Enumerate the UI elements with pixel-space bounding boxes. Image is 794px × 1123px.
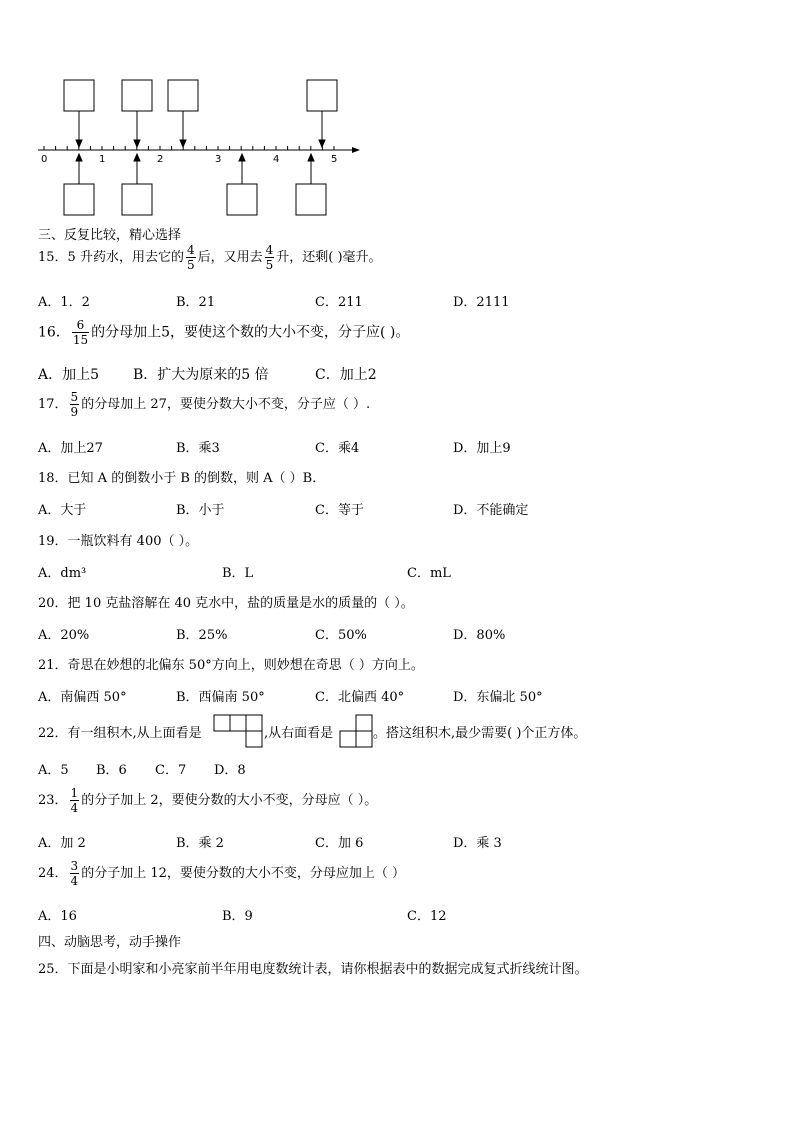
option-c[interactable]: C．12 xyxy=(407,909,447,924)
option-a[interactable]: A．16 xyxy=(38,909,77,924)
question-text: 已知 A 的倒数小于 B 的倒数，则 A（ ）B． xyxy=(67,471,326,486)
question-text: 升，还剩( )毫升。 xyxy=(276,250,382,265)
option-d[interactable]: D．2111 xyxy=(453,295,510,310)
question-text: ,从右面看是 xyxy=(264,726,334,741)
question-number: 17． xyxy=(38,397,68,412)
question-number: 18． xyxy=(38,471,68,486)
fraction xyxy=(265,243,275,272)
option-c[interactable]: C．等于 xyxy=(315,503,364,518)
number-line-figure xyxy=(30,70,370,220)
question-number: 25． xyxy=(38,962,68,977)
numerator: 1 xyxy=(70,786,79,800)
question-25 xyxy=(38,958,588,977)
option-c[interactable]: C．加上2 xyxy=(315,367,377,383)
option-a[interactable]: A．加上27 xyxy=(38,441,103,456)
answer-box-top-4 xyxy=(307,80,337,111)
question-15 xyxy=(38,243,382,272)
option-a[interactable]: A．5 xyxy=(38,763,69,778)
answer-box-bottom-4 xyxy=(296,184,326,215)
denominator: 9 xyxy=(70,405,79,419)
section-4-title: 四、动脑思考，动手操作 xyxy=(38,935,182,950)
fraction xyxy=(70,390,80,419)
numerator: 6 xyxy=(72,318,89,333)
question-text: 把 10 克盐溶解在 40 克水中，盐的质量是水的质量的（ ）。 xyxy=(67,596,414,611)
option-d[interactable]: D．80% xyxy=(453,628,506,643)
option-c[interactable]: C．乘4 xyxy=(315,441,360,456)
question-20 xyxy=(38,592,414,611)
right-view-figure xyxy=(339,714,373,748)
numerator: 4 xyxy=(186,243,195,257)
question-text: 。搭这组积木,最少需要( )个正方体。 xyxy=(373,726,587,741)
answer-box-top-2 xyxy=(122,80,152,111)
question-text: 的分子加上 2，要使分数的大小不变，分母应（ ）。 xyxy=(81,793,378,808)
option-b[interactable]: B．乘 2 xyxy=(176,836,224,851)
tick-label: 0 xyxy=(41,154,48,165)
question-22 xyxy=(38,722,202,741)
option-a[interactable]: A．1．2 xyxy=(38,295,90,310)
tick-label: 5 xyxy=(331,154,338,165)
question-21 xyxy=(38,654,424,673)
option-b[interactable]: B．25% xyxy=(176,628,228,643)
answer-box-bottom-1 xyxy=(64,184,94,215)
option-c[interactable]: C．加 6 xyxy=(315,836,364,851)
question-number: 19． xyxy=(38,534,68,549)
question-text: 的分母加上5，要使这个数的大小不变，分子应( )。 xyxy=(91,324,410,341)
option-d[interactable]: D．加上9 xyxy=(453,441,511,456)
option-a[interactable]: A．加上5 xyxy=(38,367,100,383)
option-a[interactable]: A．南偏西 50° xyxy=(38,690,127,705)
question-text: 一瓶饮料有 400（ ）。 xyxy=(67,534,199,549)
numerator: 3 xyxy=(70,859,79,873)
option-a[interactable]: A．大于 xyxy=(38,503,87,518)
option-b[interactable]: B．乘3 xyxy=(176,441,220,456)
question-number: 23． xyxy=(38,793,68,808)
question-text: 后，又用去 xyxy=(197,250,263,265)
fraction xyxy=(70,859,80,888)
numerator: 5 xyxy=(70,390,79,404)
denominator: 5 xyxy=(186,258,195,272)
denominator: 15 xyxy=(72,333,89,347)
denominator: 4 xyxy=(70,874,79,888)
option-a[interactable]: A．dm³ xyxy=(38,566,87,581)
answer-box-bottom-2 xyxy=(122,184,152,215)
fraction xyxy=(186,243,196,272)
denominator: 5 xyxy=(265,258,274,272)
option-b[interactable]: B．21 xyxy=(176,295,216,310)
option-b[interactable]: B．L xyxy=(222,566,254,581)
fraction xyxy=(70,786,80,815)
option-c[interactable]: C．50% xyxy=(315,628,367,643)
question-23 xyxy=(38,786,377,815)
option-b[interactable]: B．扩大为原来的5 倍 xyxy=(133,367,269,383)
question-number: 20． xyxy=(38,596,68,611)
option-d[interactable]: D．乘 3 xyxy=(453,836,502,851)
question-16 xyxy=(38,318,409,347)
tick-label: 4 xyxy=(273,154,280,165)
option-a[interactable]: A．加 2 xyxy=(38,836,86,851)
question-number: 16． xyxy=(38,324,70,341)
option-a[interactable]: A．20% xyxy=(38,628,90,643)
question-number: 15． xyxy=(38,250,68,265)
question-text: 的分母加上 27，要使分数大小不变，分子应（ ）. xyxy=(81,397,371,412)
option-d[interactable]: D．8 xyxy=(214,763,246,778)
numerator: 4 xyxy=(265,243,274,257)
option-b[interactable]: B．6 xyxy=(96,763,127,778)
option-c[interactable]: C．7 xyxy=(155,763,187,778)
question-17 xyxy=(38,390,370,419)
option-c[interactable]: C．211 xyxy=(315,295,363,310)
question-19 xyxy=(38,530,198,549)
option-c[interactable]: C．北偏西 40° xyxy=(315,690,405,705)
option-b[interactable]: B．9 xyxy=(222,909,253,924)
top-view-figure xyxy=(213,714,263,748)
option-d[interactable]: D．不能确定 xyxy=(453,503,529,518)
tick-label: 3 xyxy=(215,154,222,165)
question-number: 24． xyxy=(38,866,68,881)
section-3-title: 三、反复比较，精心选择 xyxy=(38,228,182,243)
denominator: 4 xyxy=(70,801,79,815)
question-24 xyxy=(38,859,405,888)
option-b[interactable]: B．西偏南 50° xyxy=(176,690,265,705)
fraction xyxy=(72,318,89,347)
question-text: 的分子加上 12，要使分数的大小不变，分母应加上（ ） xyxy=(81,866,405,881)
question-number: 22． xyxy=(38,726,68,741)
answer-box-bottom-3 xyxy=(227,184,257,215)
question-text: 奇思在妙想的北偏东 50°方向上，则妙想在奇思（ ）方向上。 xyxy=(67,658,424,673)
tick-label: 1 xyxy=(99,154,106,165)
question-text: 5 升药水，用去它的 xyxy=(67,250,184,265)
tick-label: 2 xyxy=(157,154,164,165)
option-b[interactable]: B．小于 xyxy=(176,503,225,518)
question-number: 21． xyxy=(38,658,68,673)
answer-box-top-3 xyxy=(168,80,198,111)
question-text: 有一组积木,从上面看是 xyxy=(67,726,202,741)
question-text: 下面是小明家和小亮家前半年用电度数统计表，请你根据表中的数据完成复式折线统计图。 xyxy=(67,962,588,977)
question-18 xyxy=(38,467,325,486)
option-c[interactable]: C．mL xyxy=(407,566,451,581)
answer-box-top-1 xyxy=(64,80,94,111)
option-d[interactable]: D．东偏北 50° xyxy=(453,690,543,705)
